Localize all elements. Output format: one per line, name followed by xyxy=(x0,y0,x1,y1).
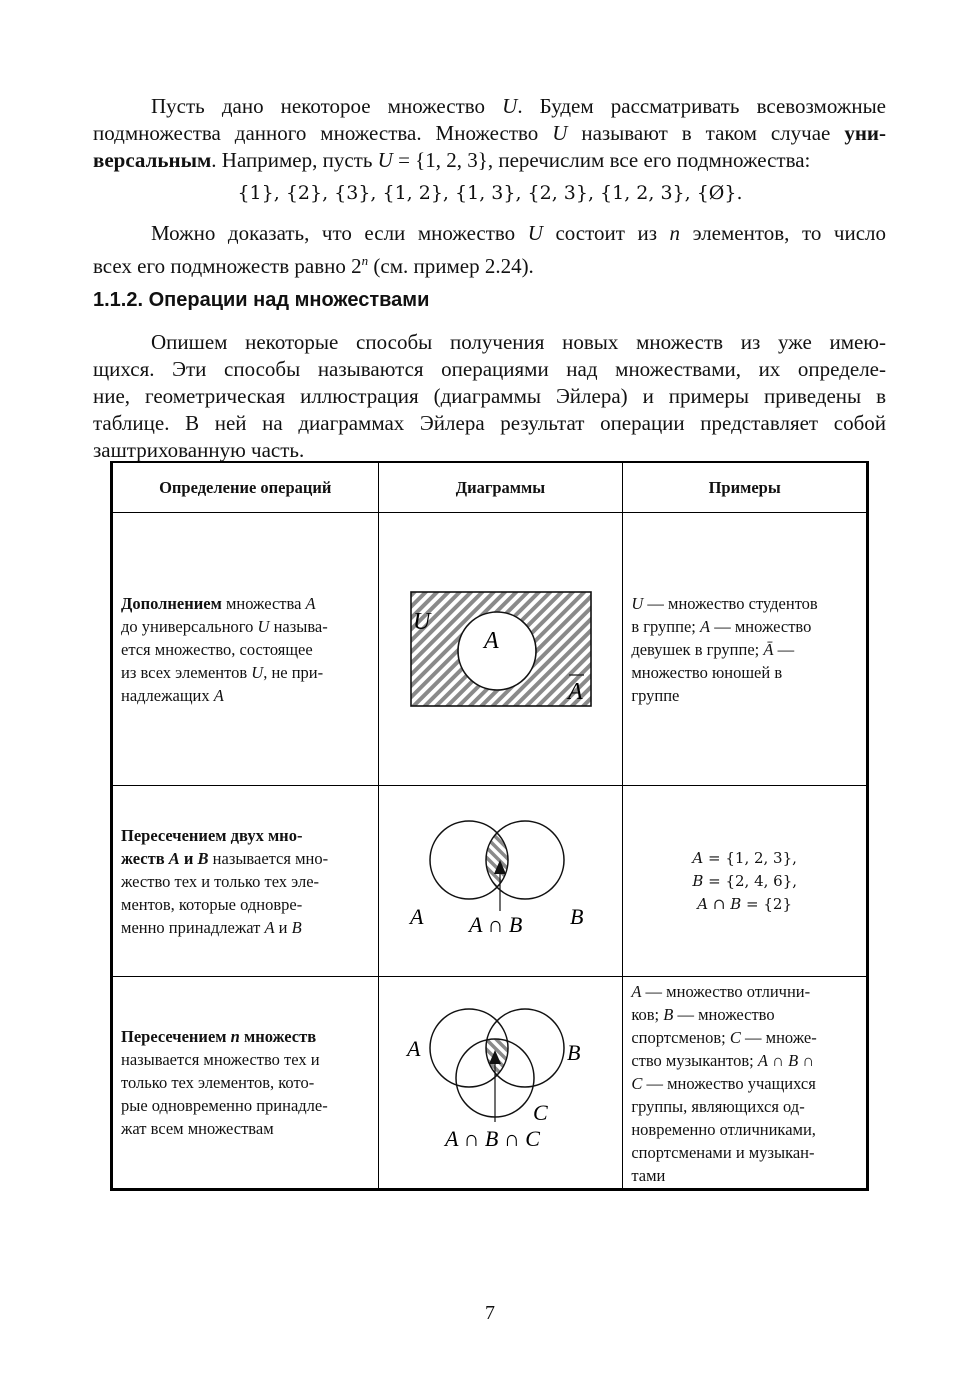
text-line: подмножества данного множества. Множество U называют в таком случае уни- xyxy=(93,121,887,145)
intersection-two-venn-diagram xyxy=(395,808,605,948)
subsets-formula: {1}, {2}, {3}, {1, 2}, {1, 3}, {2, 3}, {1, 2, 3}, {Ø}. xyxy=(237,182,743,204)
label-set-a: A xyxy=(407,1035,421,1061)
text-line: щихся. Эти способы называются операциями над множествами, их определе- xyxy=(93,357,886,381)
page-number: 7 xyxy=(485,1302,495,1324)
text-line: Пусть дано некоторое множество U. Будем рассматривать всевозможные xyxy=(151,94,887,118)
intersection-three-venn-diagram xyxy=(395,1000,605,1160)
text-line: версальным. Например, пусть U = {1, 2, 3}, перечислим все его подмножества: xyxy=(93,148,811,172)
section-heading: 1.1.2. Операции над множествами xyxy=(93,289,430,311)
header-definition: Определение операций xyxy=(112,462,379,513)
operations-intro-paragraph xyxy=(93,329,886,464)
label-intersection: A ∩ B xyxy=(469,912,523,937)
label-set-a: A xyxy=(484,628,500,654)
intro-paragraph xyxy=(93,93,886,174)
label-set-c: C xyxy=(533,1099,549,1125)
definition-cell: Дополнением множества A до универсального U называ- ется множество, состоящее из всех элементов U, не при- надлежащих A xyxy=(112,513,379,786)
example-cell: A — множество отлични- ков; B — множество спортсменов; C — множе- ство музыкантов; A ∩ B ∩ C — множество учащихся группы, являющихся од- новременно отличниками, спортсменами и музыкан- тами xyxy=(623,977,868,1190)
text-line: заштрихованную часть. xyxy=(93,438,305,462)
text-line: ние, геометрическая иллюстрация (диаграммы Эйлера) и примеры приведены в xyxy=(93,384,886,408)
label-set-a: A xyxy=(410,904,424,929)
label-universe: U xyxy=(413,609,431,635)
label-intersection: A ∩ B ∩ C xyxy=(445,1125,541,1151)
table-row-intersection-n xyxy=(112,977,868,1190)
text-line: всех его подмножеств равно 2$^n$ (см. пример 2.24). xyxy=(93,253,534,278)
diagram-cell xyxy=(378,513,623,786)
text-line: Опишем некоторые способы получения новых множеств из уже имею- xyxy=(151,330,886,354)
definition-cell: Пересечением n множеств называется множество тех и только тех элементов, кото- рые одновременно принадле- жат всем множествам xyxy=(112,977,379,1190)
label-complement: A xyxy=(568,679,584,705)
set-operations-table xyxy=(110,461,869,1191)
example-cell: A = {1, 2, 3}, B = {2, 4, 6}, A ∩ B = {2} xyxy=(623,786,868,977)
table-row-intersection-two xyxy=(112,786,868,977)
complement-venn-diagram xyxy=(400,581,600,711)
definition-cell: Пересечением двух мно- жеств A и B называется мно- жество тех и только тех эле- ментов, которые одновре- менно принадлежат A и B xyxy=(112,786,379,977)
header-examples: Примеры xyxy=(623,462,868,513)
table-row-complement xyxy=(112,513,868,786)
example-cell: U — множество студентов в группе; A — множество девушек в группе; Ā — множество юношей в группе xyxy=(623,513,868,786)
text-line: Можно доказать, что если множество U состоит из n элементов, то число xyxy=(151,221,886,245)
text-line: таблице. В ней на диаграммах Эйлера результат операции представляет собой xyxy=(93,411,886,435)
header-diagrams: Диаграммы xyxy=(378,462,623,513)
table-header-row xyxy=(112,462,868,513)
power-set-paragraph xyxy=(93,220,886,280)
label-set-b: B xyxy=(570,904,584,929)
label-set-b: B xyxy=(567,1039,581,1065)
diagram-cell xyxy=(378,977,623,1190)
diagram-cell xyxy=(378,786,623,977)
